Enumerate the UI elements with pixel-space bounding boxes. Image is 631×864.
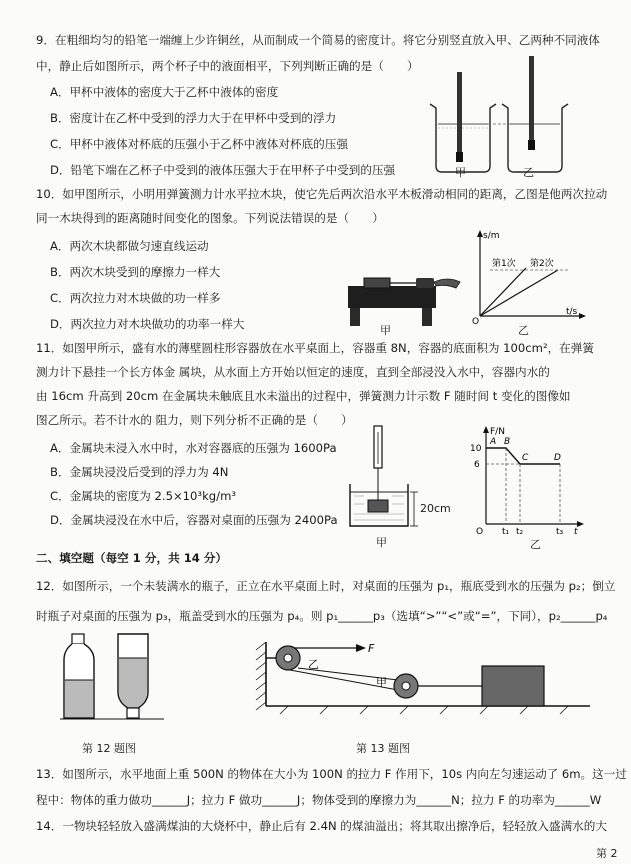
q11-option-c: C．金属块的密度为 2.5×10³kg/m³: [50, 489, 237, 503]
q10-label-jia: 甲: [380, 324, 391, 337]
q11-y-tick-6: 6: [474, 460, 480, 470]
q11-point-c: C: [522, 453, 529, 463]
q11-t-tick-1: t₁: [502, 527, 510, 536]
force-arrow-icon: [356, 644, 366, 652]
graph-line-1: [480, 268, 526, 316]
q10-y-axis-label: s/m: [483, 231, 500, 241]
metal-block: [368, 500, 388, 512]
beaker-jia: [430, 72, 496, 172]
q9-option-d: D．铅笔下端在乙杯子中受到的液体压强大于在甲杯子中受到的压强: [50, 163, 396, 177]
q11-point-a: A: [490, 437, 497, 447]
pulley-yi: [266, 646, 300, 670]
q10-stem-line2: 同一木块得到的距离随时间变化的图象。下列说法错误的是（ ）: [36, 211, 384, 225]
q10-line1-label: 第1次: [492, 259, 516, 269]
heavy-block: [482, 666, 544, 706]
q11-stem-line2: 测力计下悬挂一个长方体金 属块，从水面上方开始以恒定的速度，直到全部浸没入水中，容器内水的: [36, 365, 550, 379]
q11-origin-label: O: [476, 527, 484, 536]
bottle-upright: [64, 634, 94, 718]
q11-y-axis-label: F/N: [490, 427, 505, 437]
q10-option-c: C．两次拉力对木块做的功一样多: [50, 291, 221, 305]
pulley-jia: [394, 674, 418, 698]
q9-stem-line2: 中，静止后如图所示，两个杯子中的液面相平，下列判断正确的是（ ）: [36, 59, 419, 73]
q11-y-tick-10: 10: [470, 444, 482, 454]
bottle-inverted: [118, 634, 148, 718]
q12-caption: 第 12 题图: [82, 742, 136, 755]
beaker-yi: [502, 56, 568, 172]
q10-label-yi: 乙: [518, 324, 529, 337]
q11-point-b: B: [504, 437, 511, 447]
q9-option-a: A．甲杯中液体的密度大于乙杯中液体的密度: [50, 85, 279, 99]
section-2-heading: 二、填空题（每空 1 分，共 14 分）: [36, 551, 228, 565]
q13-stem-line1: 13．如图所示，水平地面上重 500N 的物体在大小为 100N 的拉力 F 作用下，10s 内向左匀速运动了 6m。这一过: [36, 767, 627, 781]
q12-stem-line1: 12．如图所示，一个未装满水的瓶子，正立在水平桌面上时，对桌面的压强为 p₁，瓶底受到水的压强为 p₂；倒立: [36, 579, 616, 593]
q10-fig-jia-board: [344, 272, 464, 328]
q10-stem-line1: 10．如甲图所示，小明用弹簧测力计水平拉木块，使它先后两次沿水平木板滑动相同的距离，乙图是他两次拉动: [36, 187, 608, 201]
q11-graph: [468, 424, 586, 536]
q11-label-jia: 甲: [376, 536, 387, 549]
q11-option-d: D．金属块浸没在水中后，容器对桌面的压强为 2400Pa: [50, 513, 338, 527]
q10-origin-label: O: [472, 317, 480, 324]
q13-pulley-a-label: 甲: [376, 676, 387, 689]
q13-figure: [250, 640, 600, 726]
q11-point-d: D: [554, 453, 561, 463]
q9-label-jia: 甲: [455, 166, 466, 179]
q11-option-b: B．金属块浸没后受到的浮力为 4N: [50, 465, 229, 479]
q11-stem-line4: 图乙所示。若不计水的 阻力，则下列分析不正确的是（ ）: [36, 413, 353, 427]
q11-depth-label: 20cm: [420, 502, 451, 515]
q11-t-tick-3: t₃: [556, 527, 564, 536]
q13-force-label: F: [368, 642, 375, 655]
q9-stem-line1: 9．在粗细均匀的铅笔一端缠上少许铜丝，从而制成一个简易的密度计。将它分别竖直放入甲、乙两种不同液体: [36, 33, 600, 47]
page-number: 第 2: [596, 847, 618, 860]
q12-figure: [60, 632, 170, 724]
q11-stem-line3: 由 16cm 升高到 20cm 在金属块未触底且水未溢出的过程中，弹簧测力计示数 F 随时间 t 变化的图像如: [36, 389, 571, 403]
q12-stem-line2: 时瓶子对桌面的压强为 p₃，瓶盖受到水的压强为 p₄。则 p₁______p₃（选填“>”“<”或“=”，下同），p₂______p₄: [36, 609, 608, 623]
q11-t-tick-2: t₂: [516, 527, 524, 536]
q10-option-a: A．两次木块都做匀速直线运动: [50, 239, 209, 253]
graph-line-2: [480, 270, 558, 316]
q14-stem-line1: 14．一物块轻轻放入盛满煤油的大烧杯中，静止后有 2.4N 的煤油溢出；将其取出擦净后，轻轻放入盛满水的大: [36, 819, 607, 833]
q11-label-yi: 乙: [530, 538, 541, 551]
q13-pulley-b-label: 乙: [308, 658, 319, 671]
q10-option-d: D．两次拉力对木块做功的功率一样大: [50, 317, 245, 331]
q9-figure: [426, 52, 576, 180]
q9-label-yi: 乙: [523, 166, 534, 179]
q11-x-axis-label: t: [574, 527, 578, 536]
q13-stem-line2: 程中：物体的重力做功______J；拉力 F 做功______J；物体受到的摩擦力为______N；拉力 F 的功率为______W: [36, 793, 602, 807]
q10-graph: [470, 228, 590, 324]
q11-stem-line1: 11．如图甲所示，盛有水的薄壁圆柱形容器放在水平桌面上，容器重 8N，容器的底面积为 100cm²，在弹簧: [36, 341, 594, 355]
q10-line2-label: 第2次: [530, 259, 554, 269]
q13-caption: 第 13 题图: [356, 742, 410, 755]
q9-option-b: B．密度计在乙杯中受到的浮力大于在甲杯中受到的浮力: [50, 111, 337, 125]
q10-option-b: B．两次木块受到的摩擦力一样大: [50, 265, 221, 279]
q9-option-c: C．甲杯中液体对杯底的压强小于乙杯中液体对杯底的压强: [50, 137, 348, 151]
q10-x-axis-label: t/s: [566, 307, 578, 317]
q11-option-a: A．金属块未浸入水中时，水对容器底的压强为 1600Pa: [50, 441, 337, 455]
